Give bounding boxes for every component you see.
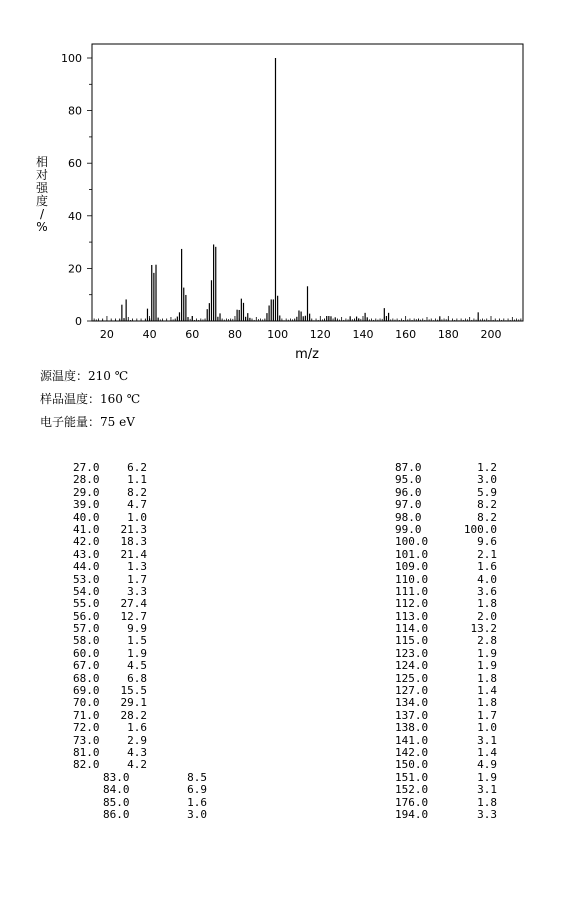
peak-mz: 71.0 [73, 708, 100, 722]
peak-abundance: 1.3 [127, 560, 147, 574]
peak-row [103, 809, 213, 821]
peak-abundance: 1.4 [477, 684, 497, 698]
peak-row [73, 561, 203, 573]
peak-mz: 123.0 [395, 646, 429, 660]
sample-temperature-label: 样品温度： [40, 392, 101, 406]
peak-mz: 111.0 [395, 584, 429, 598]
peak-mz: 95.0 [395, 473, 422, 487]
peak-mz: 141.0 [395, 733, 429, 747]
peak-abundance: 9.9 [127, 622, 147, 636]
peak-abundance: 21.4 [120, 547, 147, 561]
peak-mz: 127.0 [395, 684, 429, 698]
peak-abundance: 1.9 [477, 659, 497, 673]
peak-abundance: 29.1 [120, 696, 147, 710]
peak-mz: 68.0 [73, 671, 100, 685]
peak-abundance: 1.8 [477, 671, 497, 685]
peak-row [73, 635, 203, 647]
peak-abundance: 3.0 [187, 808, 207, 822]
peak-abundance: 4.9 [477, 758, 497, 772]
peak-mz: 72.0 [73, 721, 100, 735]
y-axis-title-char: / [39, 207, 45, 221]
peak-abundance: 4.7 [127, 498, 147, 512]
peak-row [395, 499, 505, 511]
peak-abundance: 1.9 [477, 646, 497, 660]
y-tick-label: 0 [75, 315, 82, 328]
peak-abundance: 3.3 [477, 807, 497, 821]
peak-abundance: 6.8 [127, 671, 147, 685]
peak-abundance: 6.9 [187, 783, 207, 797]
peak-mz: 99.0 [395, 522, 422, 536]
y-axis-title-char: 相 [35, 155, 48, 169]
peak-mz: 194.0 [395, 807, 429, 821]
peak-mz: 43.0 [73, 547, 100, 561]
y-tick-label: 20 [68, 262, 82, 276]
peak-abundance: 2.8 [477, 634, 497, 648]
x-tick-label: 60 [185, 328, 200, 341]
peak-abundance: 8.2 [477, 510, 497, 524]
peak-row [395, 759, 505, 771]
peak-list-right [395, 462, 505, 821]
peak-mz: 58.0 [73, 634, 100, 648]
peak-mz: 114.0 [395, 622, 429, 636]
peak-row [395, 722, 505, 734]
peak-abundance: 3.3 [127, 584, 147, 598]
peak-row [395, 697, 505, 709]
peak-abundance: 6.2 [127, 461, 147, 474]
peak-mz: 57.0 [73, 622, 100, 636]
peak-abundance: 1.9 [127, 646, 147, 660]
peak-abundance: 3.0 [477, 473, 497, 487]
peak-mz: 41.0 [73, 522, 100, 536]
sample-temperature [40, 391, 140, 407]
peak-mz: 29.0 [73, 485, 100, 499]
peak-abundance: 18.3 [120, 535, 147, 549]
peak-mz: 54.0 [73, 584, 100, 598]
x-tick-label: 160 [395, 328, 417, 341]
x-tick-label: 140 [352, 328, 374, 341]
peak-mz: 125.0 [395, 671, 429, 685]
peak-abundance: 8.2 [477, 498, 497, 512]
peak-row [73, 697, 203, 709]
peak-mz: 98.0 [395, 510, 422, 524]
x-tick-label: 100 [267, 328, 289, 341]
peak-mz: 96.0 [395, 485, 422, 499]
peak-abundance: 12.7 [120, 609, 147, 623]
peak-abundance: 2.1 [477, 547, 497, 561]
x-tick-label: 80 [227, 328, 242, 341]
y-tick-label: 100 [61, 52, 82, 65]
peak-abundance: 4.5 [127, 659, 147, 673]
axis-ticks [61, 52, 521, 341]
peak-abundance: 1.8 [477, 696, 497, 710]
peak-mz: 138.0 [395, 721, 429, 735]
peak-abundance: 15.5 [120, 684, 147, 698]
peak-mz: 176.0 [395, 795, 429, 809]
x-tick-label: 40 [142, 328, 157, 341]
peak-mz: 39.0 [73, 498, 100, 512]
peak-abundance: 5.9 [477, 485, 497, 499]
peak-abundance: 28.2 [120, 708, 147, 722]
peak-mz: 142.0 [395, 745, 429, 759]
peak-mz: 85.0 [103, 795, 130, 809]
peak-row [395, 598, 505, 610]
peak-list-left [73, 462, 203, 772]
peak-mz: 67.0 [73, 659, 100, 673]
y-axis-title [34, 156, 50, 234]
source-temperature [40, 368, 128, 384]
peak-mz: 110.0 [395, 572, 429, 586]
peak-row [395, 561, 505, 573]
peak-mz: 27.0 [73, 461, 100, 474]
source-temperature-value: 210 ℃ [88, 369, 129, 383]
peak-row [73, 474, 203, 486]
peak-mz: 56.0 [73, 609, 100, 623]
peak-row [103, 784, 213, 796]
peak-row [73, 598, 203, 610]
peak-mz: 137.0 [395, 708, 429, 722]
y-tick-label: 60 [68, 157, 82, 171]
peak-abundance: 2.0 [477, 609, 497, 623]
peak-row [395, 809, 505, 821]
peak-abundance: 100.0 [463, 522, 497, 536]
peak-mz: 69.0 [73, 684, 100, 698]
peak-mz: 73.0 [73, 733, 100, 747]
peak-list-left-continued [103, 772, 213, 822]
peak-mz: 97.0 [395, 498, 422, 512]
y-tick-label: 40 [68, 209, 82, 223]
peak-abundance: 8.2 [127, 485, 147, 499]
peak-mz: 83.0 [103, 771, 130, 784]
peak-abundance: 21.3 [120, 522, 147, 536]
peak-abundance: 1.5 [127, 634, 147, 648]
electron-energy-value: 75 eV [100, 415, 135, 429]
peak-abundance: 1.6 [477, 560, 497, 574]
peak-mz: 112.0 [395, 597, 429, 611]
peak-mz: 40.0 [73, 510, 100, 524]
peak-mz: 81.0 [73, 745, 100, 759]
y-tick-label: 80 [68, 104, 82, 118]
peak-abundance: 1.1 [127, 473, 147, 487]
x-tick-label: 200 [480, 328, 502, 341]
x-tick-label: 20 [99, 328, 114, 341]
peak-mz: 101.0 [395, 547, 429, 561]
peak-mz: 28.0 [73, 473, 100, 487]
y-axis-title-char: 对 [35, 168, 48, 182]
peak-row [73, 499, 203, 511]
peak-mz: 124.0 [395, 659, 429, 673]
peak-mz: 100.0 [395, 535, 429, 549]
peak-row [395, 635, 505, 647]
peak-mz: 55.0 [73, 597, 100, 611]
electron-energy-label: 电子能量： [40, 415, 101, 429]
x-tick-label: 180 [437, 328, 459, 341]
peak-mz: 151.0 [395, 770, 429, 784]
peak-abundance: 3.6 [477, 584, 497, 598]
peak-mz: 152.0 [395, 783, 429, 797]
peak-row [395, 536, 505, 548]
source-temperature-label: 源温度： [40, 369, 89, 383]
x-axis-title: m/z [295, 347, 319, 362]
peak-abundance: 3.1 [477, 733, 497, 747]
peak-mz: 60.0 [73, 646, 100, 660]
y-axis-title-char: 度 [35, 194, 48, 208]
peak-row [73, 660, 203, 672]
peak-abundance: 1.6 [187, 795, 207, 809]
peak-row [73, 759, 203, 771]
peak-abundance: 9.6 [477, 535, 497, 549]
peak-abundance: 1.6 [127, 721, 147, 735]
x-tick-label: 120 [309, 328, 331, 341]
peak-mz: 53.0 [73, 572, 100, 586]
peak-mz: 82.0 [73, 758, 100, 772]
peak-abundance: 4.0 [477, 572, 497, 586]
peak-abundance: 1.0 [127, 510, 147, 524]
peak-abundance: 1.8 [477, 597, 497, 611]
peak-mz: 115.0 [395, 634, 429, 648]
peak-row [395, 474, 505, 486]
peak-row [73, 536, 203, 548]
peak-mz: 84.0 [103, 783, 130, 797]
y-axis-title-char: 强 [35, 181, 48, 195]
peak-mz: 44.0 [73, 560, 100, 574]
peak-abundance: 4.3 [127, 745, 147, 759]
y-axis-title-char: % [36, 220, 48, 234]
peak-abundance: 13.2 [470, 622, 497, 636]
peak-mz: 109.0 [395, 560, 429, 574]
peak-mz: 70.0 [73, 696, 100, 710]
peak-abundance: 1.0 [477, 721, 497, 735]
peak-mz: 134.0 [395, 696, 429, 710]
peak-mz: 113.0 [395, 609, 429, 623]
peak-abundance: 4.2 [127, 758, 147, 772]
peak-abundance: 27.4 [120, 597, 147, 611]
peak-abundance: 3.1 [477, 783, 497, 797]
peak-abundance: 1.9 [477, 770, 497, 784]
peak-mz: 86.0 [103, 808, 130, 822]
peak-mz: 150.0 [395, 758, 429, 772]
peak-abundance: 1.7 [127, 572, 147, 586]
electron-energy [40, 414, 135, 430]
peak-mz: 87.0 [395, 461, 422, 474]
peak-abundance: 1.2 [477, 461, 497, 474]
peak-row [73, 722, 203, 734]
peak-row [395, 784, 505, 796]
peak-abundance: 1.7 [477, 708, 497, 722]
mass-spectrum-chart [0, 0, 570, 370]
peak-mz: 42.0 [73, 535, 100, 549]
peak-abundance: 1.4 [477, 745, 497, 759]
peak-abundance: 2.9 [127, 733, 147, 747]
peak-abundance: 1.8 [477, 795, 497, 809]
sample-temperature-value: 160 ℃ [100, 392, 141, 406]
spectrum-bars [94, 58, 519, 321]
plot-frame [92, 44, 523, 321]
peak-row [395, 660, 505, 672]
peak-abundance: 8.5 [187, 771, 207, 784]
